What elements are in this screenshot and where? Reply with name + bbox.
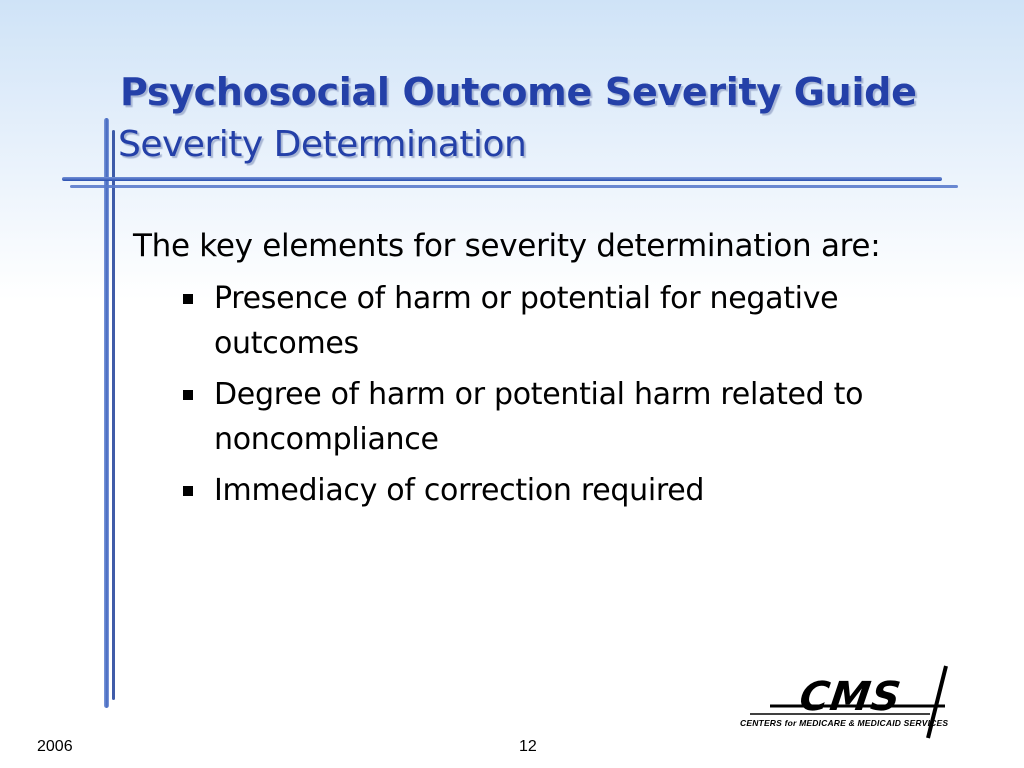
square-bullet-icon: [183, 294, 193, 304]
square-bullet-icon: [183, 390, 193, 400]
lead-text: The key elements for severity determination are:: [133, 228, 881, 264]
list-item: [133, 276, 904, 366]
bullet-list: [133, 276, 1003, 513]
horizontal-accent-line-lower: [70, 185, 958, 188]
bullet-text: Presence of harm or potential for negative outcomes: [214, 281, 839, 361]
list-item: [133, 372, 904, 462]
slide-title: Psychosocial Outcome Severity Guide: [120, 70, 917, 114]
slide-subtitle: Severity Determination: [118, 124, 527, 165]
logo-tagline: CENTERS for MEDICARE & MEDICAID SERVICES: [740, 718, 949, 728]
square-bullet-icon: [183, 486, 193, 496]
vertical-accent-line: [104, 118, 109, 708]
list-item: [133, 468, 904, 513]
vertical-accent-line-inner: [112, 130, 115, 700]
logo-wordmark: CMS: [796, 674, 905, 720]
cms-logo: [730, 660, 960, 740]
bullet-text: Degree of harm or potential harm related to noncompliance: [214, 377, 864, 457]
footer-year: 2006: [37, 738, 73, 755]
slide-body: [133, 226, 1003, 519]
horizontal-accent-line: [62, 177, 942, 181]
bullet-text: Immediacy of correction required: [214, 473, 705, 508]
page-number: 12: [519, 738, 537, 755]
